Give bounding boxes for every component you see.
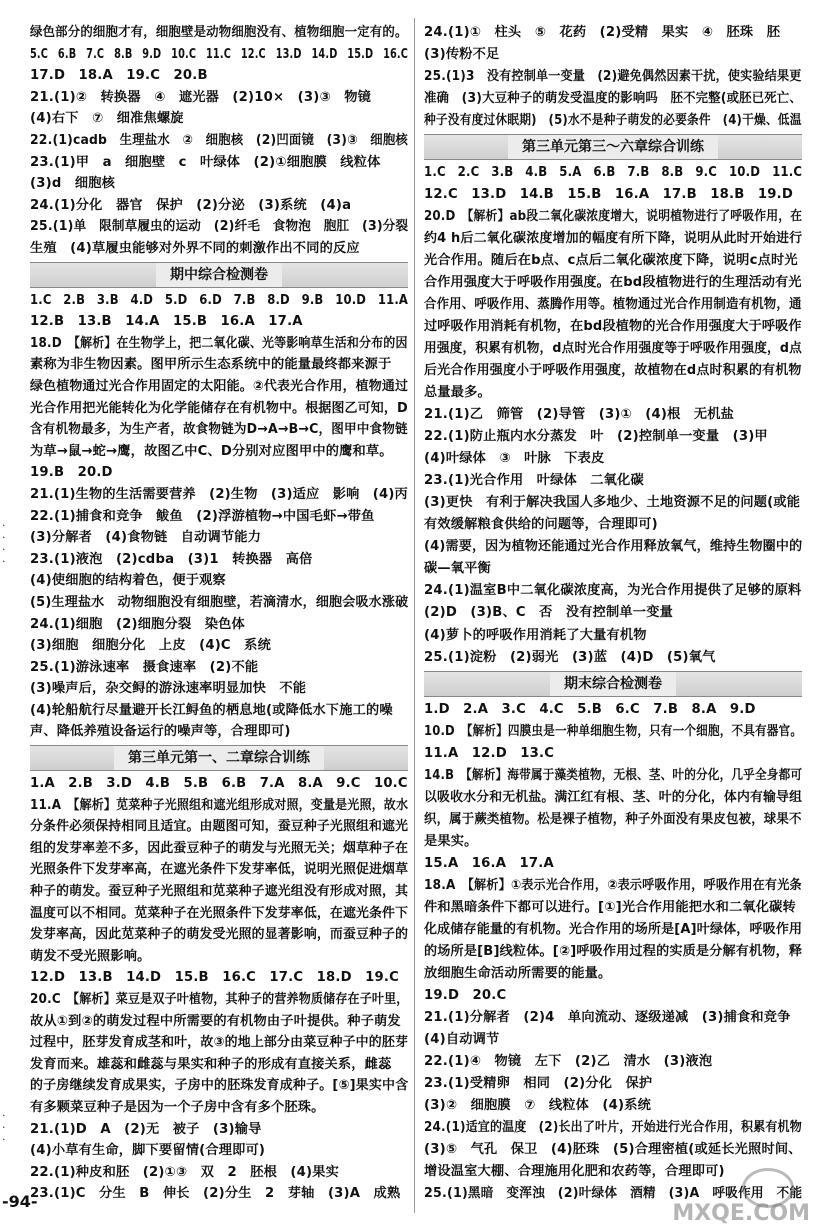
- answer-line: 24.(1)温室B中二氧化碳浓度高，为光合作用提供了足够的原料: [424, 583, 802, 599]
- binding-margin-mark: · · ·: [2, 1109, 6, 1146]
- answer-line: 萌发不受光照影响。: [30, 948, 151, 964]
- binding-margin-mark: · · · ·: [2, 519, 6, 568]
- answer-line: 23.(1)受精卵 相同 (2)分化 保护: [424, 1075, 653, 1091]
- answer-line: 12.B 13.B 14.A 15.B 16.A 17.A: [30, 314, 303, 330]
- answer-line: 分条件必须保持相同且适宜。由题图可知，蚕豆种子光照组和遮光: [30, 819, 409, 835]
- answer-line: (3)更快 有利于解决我国人多地少、土地资源不足的问题(或能: [424, 495, 801, 511]
- answer-line: 准确 (3)大豆种子的萌发受温度的影响吗 胚不完整(或胚已死亡、: [424, 91, 802, 107]
- answer-line: 以吸收水分和无机盐。满江红有根、茎、叶的分化，体内有输导组: [424, 789, 803, 805]
- answer-line: 25.(1)3 没有控制单一变量 (2)避免偶然因素干扰，使实验结果更: [424, 69, 802, 85]
- answer-line: 种子没有度过休眠期) (5)水不是种子萌发的必要条件 (4)干燥、低温: [424, 113, 802, 129]
- section-title: 第三单元第三～六章综合训练: [508, 135, 718, 159]
- section-banner: [424, 671, 802, 697]
- answer-line: (4)轮船航行尽量避开长江鲟鱼的栖息地(或降低水下施工的噪: [30, 702, 393, 718]
- answer-line: 碳—氧平衡: [424, 561, 491, 577]
- answer-line: 有效缓解粮食供给的问题等，合理即可): [424, 517, 658, 533]
- answer-line: 1.A 2.B 3.D 4.B 5.B 6.B 7.A 8.A 9.C 10.C: [30, 776, 408, 792]
- answer-line: 14.B 【解析】海带属于藻类植物，无根、茎、叶的分化，几乎全身都可: [424, 767, 803, 783]
- answer-line: 温度可以不相同。苋菜种子在光照条件下发芽率低，在遮光条件下: [30, 905, 409, 921]
- answer-line: 约4 h后二氧化碳浓度增加的幅度有所下降，说明从此时开始进行: [424, 231, 803, 247]
- section-title: 第三单元第一、二章综合训练: [114, 746, 324, 770]
- watermark: [672, 1168, 810, 1226]
- answer-line: 组的发芽率差不多，因此蚕豆种子的萌发与光照无关；烟草种子在: [30, 840, 409, 856]
- section-banner: [30, 262, 408, 288]
- answer-line: 20.D 【解析】ab段二氧化碳浓度增大，说明植物进行了呼吸作用，在: [424, 209, 803, 225]
- column-divider: [414, 18, 415, 1213]
- answer-line: 12.C 13.D 14.B 15.B 16.A 17.B 18.B 19.D: [424, 187, 793, 203]
- answer-line: 过呼吸作用消耗有机物，在bd段植物的光合作用强度大于呼吸作: [424, 319, 802, 335]
- answer-line: 23.(1)甲 a 细胞壁 c 叶绿体 (2)①细胞膜 线粒体: [30, 154, 381, 170]
- answer-line: 22.(1)种皮和胚 (2)①③ 双 2 胚根 (4)果实: [30, 1164, 339, 1180]
- answer-line: 24.(1)① 柱头 ⑤ 花药 (2)受精 果实 ④ 胚珠 胚: [424, 25, 781, 40]
- answer-line: 素称为非生物因素。图甲所示生态系统中的能量最终都来源于: [30, 357, 392, 373]
- answer-line: 光照条件下发芽率高，在遮光条件下发芽率低，说明光照促进烟草: [30, 862, 409, 878]
- answer-line: 25.(1)单 限制草履虫的运动 (2)纤毛 食物泡 胞肛 (3)分裂: [30, 219, 409, 235]
- watermark-text: MXQE.COM: [672, 1201, 810, 1226]
- answer-line: 23.(1)光合作用 叶绿体 二氧化碳: [424, 473, 644, 489]
- answer-line: 10.D 【解析】四膜虫是一种单细胞生物，只有一个细胞，不具有器官。: [424, 723, 803, 739]
- answer-line: 绿色植物通过光合作用固定的太阳能。②代表光合作用，植物通过: [30, 378, 409, 394]
- answer-line: 声、降低养殖设备运行的噪声等，合理即可): [30, 724, 291, 740]
- answer-line: 增设温室大棚、合理施用化肥和农药等，合理即可): [424, 1163, 725, 1179]
- answer-line: 故从①到②的萌发过程中所需要的有机物由子叶提供。种子萌发: [30, 1013, 401, 1029]
- answer-line: 17.D 18.A 19.C 20.B: [30, 68, 208, 84]
- answer-line: (4)萝卜的呼吸作用消耗了大量有机物: [424, 627, 647, 643]
- answer-line: (4)叶绿体 ③ 叶脉 下表皮: [424, 451, 605, 467]
- answer-line: (4)小草有生命，脚下要留情(合理即可): [30, 1143, 266, 1159]
- section-banner: [424, 134, 802, 160]
- section-title: 期末综合检测卷: [550, 672, 676, 696]
- answer-line: 21.(1)D A (2)无 被子 (3)输导: [30, 1121, 262, 1137]
- answer-line: 织，属于蕨类植物。松是裸子植物，种子外面没有果皮包被，球果不: [424, 811, 802, 827]
- answer-line: (2)D (3)B、C 否 没有控制单一变量: [424, 605, 673, 621]
- answer-line: 18.A 【解析】①表示光合作用，②表示呼吸作用，呼吸作用在有光条: [424, 877, 802, 893]
- answer-line: 1.C 2.B 3.B 4.D 5.D 6.D 7.B 8.D 9.B 10.D 11.A: [30, 292, 409, 308]
- answer-line: 25.(1)游泳速率 摄食速率 (2)不能: [30, 659, 259, 675]
- answer-line: 5.C 6.B 7.C 8.B 9.D 10.C 11.C 12.C 13.D 14.D 15.D 16.C: [30, 46, 409, 62]
- answer-line: 23.(1)C 分生 B 伸长 (2)分生 2 芽轴 (3)A 成熟: [30, 1186, 401, 1202]
- answer-line: 1.D 2.A 3.C 4.C 5.B 6.C 7.B 8.A 9.D: [424, 701, 756, 717]
- answer-line: 21.(1)乙 筛管 (2)导管 (3)① (4)根 无机盐: [424, 407, 735, 423]
- answer-line: 件和黑暗条件下都可以进行。[①]光合作用能把水和二氧化碳转: [424, 899, 796, 915]
- answer-line: 合作用强度大于呼吸作用强度。在bd段植物进行的生理活动有光: [424, 275, 802, 291]
- answer-line: (3)d 细胞核: [30, 176, 116, 192]
- answer-line: 24.(1)细胞 (2)细胞分裂 染色体: [30, 616, 245, 632]
- answer-line: (3)噪声后，杂交鲟的游泳速率明显加快 不能: [30, 681, 307, 697]
- answer-line: (3)分解者 (4)食物链 自动调节能力: [30, 530, 262, 546]
- page-number: -94-: [2, 1192, 38, 1211]
- answer-line: 11.A 12.D 13.C: [424, 745, 555, 761]
- answer-line: 19.D 20.C: [424, 987, 507, 1003]
- answer-line: 18.D 【解析】在生物学上，把二氧化碳、光等影响草生活和分布的因: [30, 335, 408, 351]
- answer-line: (4)使细胞的结构着色，便于观察: [30, 573, 226, 589]
- answer-line: 用强度，积累有机物，d点时光合作用强度等于呼吸作用强度，d点: [424, 341, 802, 357]
- answer-line: 后光合作用强度小于呼吸作用强度，故植物在d点时积累的有机物: [424, 363, 802, 379]
- answer-line: 有多颗菜豆种子是因为一个子房中含有多个胚珠。: [30, 1100, 325, 1116]
- answer-line: 合作用、呼吸作用、蒸腾作用等。植物通过光合作用制造有机物，通: [424, 297, 802, 313]
- answer-line: 19.B 20.D: [30, 465, 113, 481]
- answer-line: 21.(1)生物的生活需要营养 (2)生物 (3)适应 影响 (4)丙: [30, 486, 408, 502]
- section-banner: [30, 745, 408, 771]
- answer-line: (3)⑤ 气孔 保卫 (4)胚珠 (5)合理密植(或延长光照时间、: [424, 1141, 802, 1157]
- answer-line: 12.D 13.B 14.D 15.B 16.C 17.C 18.D 19.C: [30, 970, 399, 986]
- answer-line: 光合作用把光能转化为化学能储存在有机物中。根据图乙可知，D: [30, 400, 408, 416]
- answer-line: 20.C 【解析】菜豆是双子叶植物，其种子的营养物质储存在子叶里，: [30, 992, 409, 1008]
- answer-line: 22.(1)防止瓶内水分蒸发 叶 (2)控制单一变量 (3)甲: [424, 429, 768, 445]
- answer-line: 22.(1)捕食和竞争 鲅鱼 (2)浮游植物→中国毛虾→带鱼: [30, 508, 375, 524]
- answer-line: (3)细胞 细胞分化 上皮 (4)C 系统: [30, 638, 271, 654]
- answer-line: 放细胞生命活动所需要的能量。: [424, 965, 612, 981]
- answer-line: 22.(1)④ 物镜 左下 (2)乙 清水 (3)液泡: [424, 1053, 713, 1069]
- answer-line: 的场所是[B]线粒体。[②]呼吸作用过程的实质是分解有机物，释: [424, 943, 803, 959]
- answer-line: (3)② 细胞膜 ⑦ 线粒体 (4)系统: [424, 1097, 652, 1113]
- answer-line: 发芽率高，因此苋菜种子的萌发受光照的显著影响，而蚕豆种子的: [30, 927, 409, 943]
- answer-line: (4)需要，因为植物还能通过光合作用释放氧气，维持生物圈中的: [424, 539, 803, 555]
- answer-line: 25.(1)淀粉 (2)弱光 (3)蓝 (4)D (5)氧气: [424, 649, 716, 665]
- answer-line: 15.A 16.A 17.A: [424, 855, 554, 871]
- answer-line: 是果实。: [424, 833, 478, 849]
- answer-line: 21.(1)② 转换器 ④ 遮光器 (2)10× (3)③ 物镜: [30, 89, 371, 105]
- answer-line: 24.(1)分化 器官 保护 (2)分泌 (3)系统 (4)a: [30, 197, 352, 213]
- answer-line: 总量最多。: [424, 385, 491, 401]
- answer-line: 过程中，胚芽发育成茎和叶，故③的地上部分由菜豆种子中的胚芽: [30, 1035, 409, 1051]
- answer-line: 化成储存能量的有机物。光合作用的场所是[A]叶绿体，呼吸作用: [424, 921, 803, 937]
- answer-line: 绿色部分的细胞才有，细胞壁是动物细胞没有、植物细胞一定有的。: [30, 25, 408, 40]
- answer-line: (5)生理盐水 动物细胞没有细胞壁，若滴清水，细胞会吸水涨破: [30, 594, 409, 610]
- answer-line: (4)自动调节: [424, 1031, 500, 1047]
- answer-line: 种子的萌发。蚕豆种子光照组和苋菜种子遮光组没有形成对照，其: [30, 884, 409, 900]
- section-title: 期中综合检测卷: [156, 263, 282, 287]
- answer-line: 的子房继续发育成果实，子房中的胚珠发育成种子。[⑤]果实中含: [30, 1078, 409, 1094]
- answer-line: 22.(1)cadb 生理盐水 ② 细胞核 (2)凹面镜 (3)③ 细胞核: [30, 132, 408, 148]
- answer-line: 发育而来。雄蕊和雌蕊与果实和种子的形成有直接关系，雌蕊: [30, 1056, 392, 1072]
- answer-line: 25.(1)黑暗 变浑浊 (2)叶绿体 酒精 (3)A 呼吸作用 不能: [424, 1185, 803, 1201]
- answer-line: 11.A 【解析】苋菜种子光照组和遮光组形成对照，变量是光照，故水: [30, 797, 409, 813]
- answer-line: (4)右下 ⑦ 细准焦螺旋: [30, 111, 184, 127]
- answer-line: 光合作用。随后在b点、c点后二氧化碳浓度下降，说明c点时光: [424, 253, 798, 269]
- answer-line: 21.(1)分解者 (2)4 单向流动、逐级递减 (3)捕食和竞争: [424, 1009, 791, 1025]
- answer-line: 为草→鼠→蛇→鹰，故图乙中C、D分别对应图甲中的鹰和草。: [30, 443, 393, 459]
- answer-line: 生殖 (4)草履虫能够对外界不同的刺激作出不同的反应: [30, 240, 360, 256]
- answer-line: (3)传粉不足: [424, 47, 500, 63]
- answer-line: 含有机物最多，为生产者，故食物链为D→A→B→C，图甲中食物链: [30, 422, 408, 438]
- answer-line: 24.(1)适宜的温度 (2)长出了叶片，开始进行光合作用，积累有机物: [424, 1119, 802, 1135]
- answer-line: 23.(1)液泡 (2)cdba (3)1 转换器 高倍: [30, 551, 313, 567]
- answer-line: 1.C 2.C 3.B 4.B 5.A 6.B 7.B 8.B 9.C 10.D 11.C: [424, 165, 803, 181]
